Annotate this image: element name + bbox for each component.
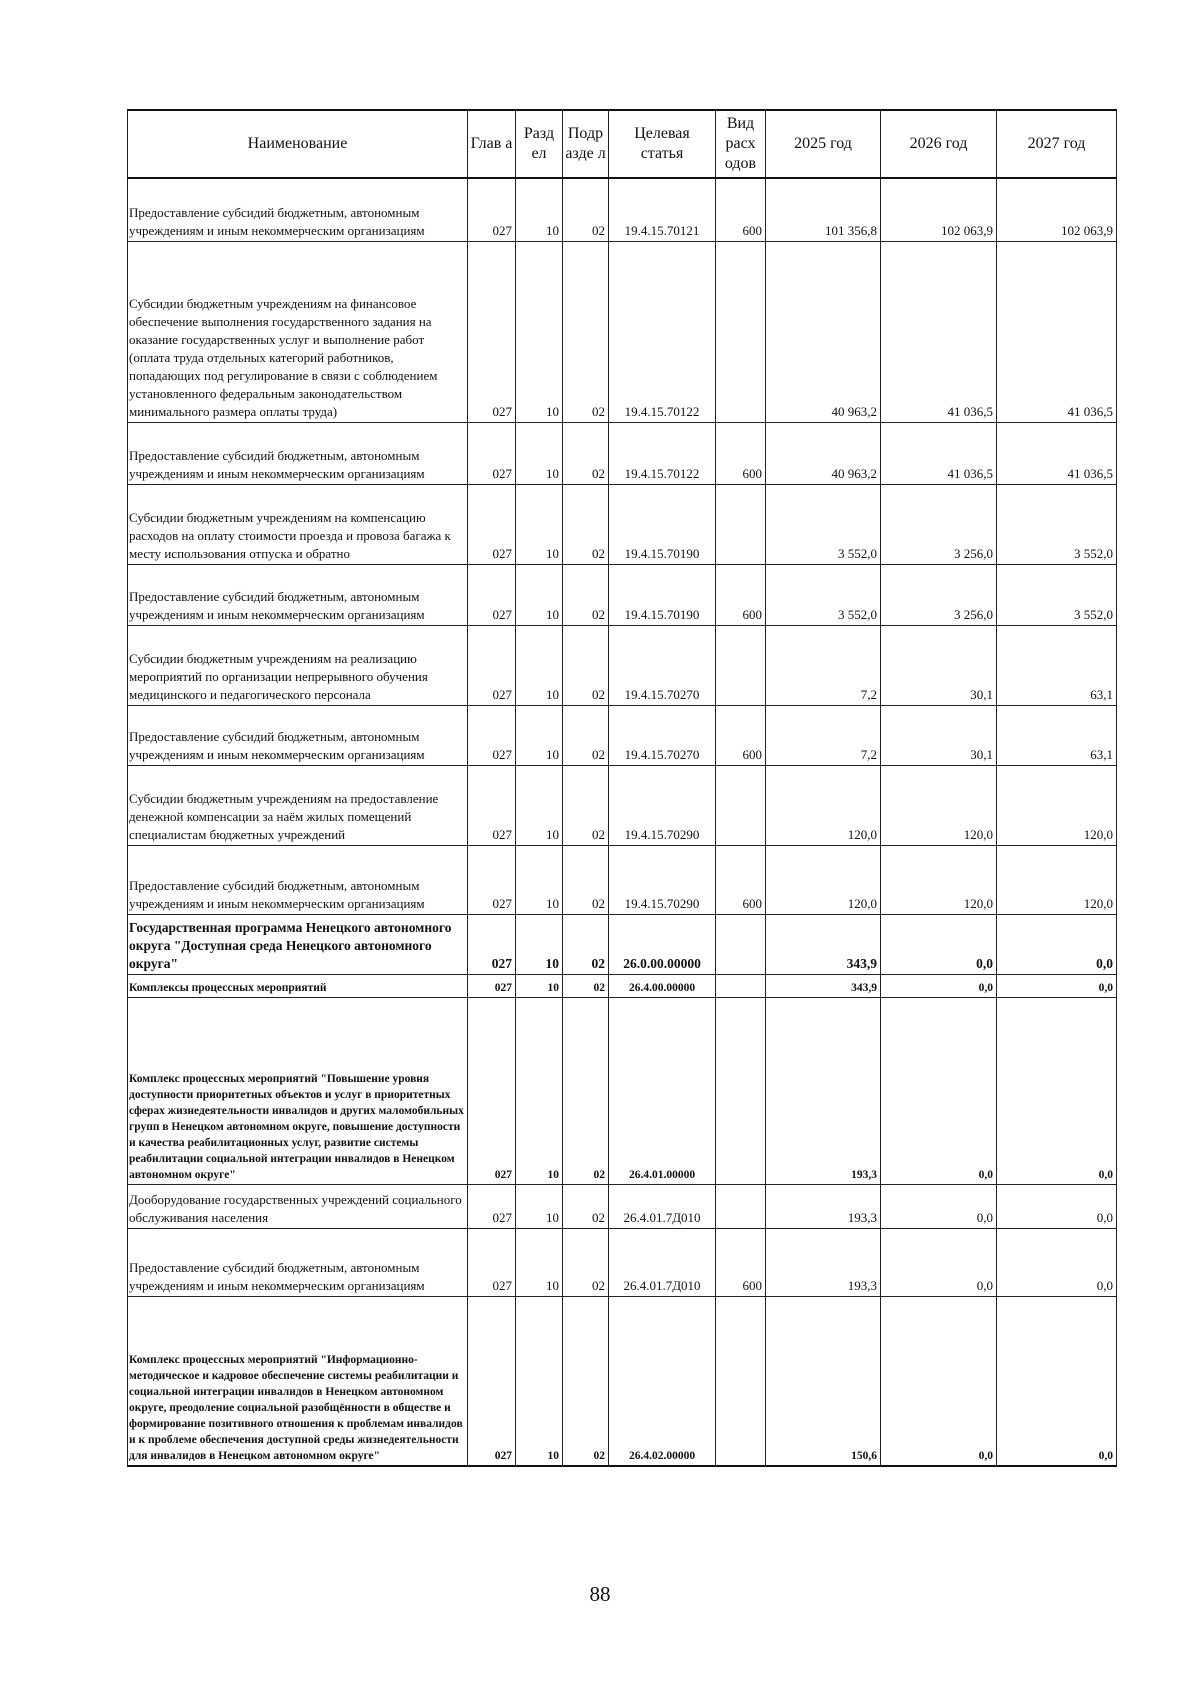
table-row	[128, 625, 1117, 705]
table-cell-chapter: 027	[468, 241, 516, 422]
table-cell-expense-type	[716, 625, 766, 705]
table-cell-expense-type: 600	[716, 1228, 766, 1296]
table-cell-subsection: 02	[563, 484, 609, 564]
table-cell-expense-type	[716, 765, 766, 845]
table-cell-subsection: 02	[563, 997, 609, 1184]
table-row	[128, 914, 1117, 974]
table-cell-chapter: 027	[468, 997, 516, 1184]
table-cell-subsection: 02	[563, 914, 609, 974]
table-cell-expense-type	[716, 974, 766, 997]
table-cell-section: 10	[516, 705, 563, 765]
table-row	[128, 1296, 1117, 1466]
table-cell-2025: 120,0	[766, 845, 881, 914]
table-cell-2025: 150,6	[766, 1296, 881, 1466]
table-cell-2025: 7,2	[766, 625, 881, 705]
table-cell-expense-type: 600	[716, 705, 766, 765]
table-cell-section: 10	[516, 564, 563, 625]
table-cell-2026: 0,0	[881, 1184, 997, 1228]
table-cell-chapter: 027	[468, 422, 516, 484]
table-cell-2026: 0,0	[881, 997, 997, 1184]
table-cell-subsection: 02	[563, 241, 609, 422]
table-cell-2025: 7,2	[766, 705, 881, 765]
table-cell-section: 10	[516, 765, 563, 845]
table-cell-2026: 102 063,9	[881, 178, 997, 241]
table-cell-expense-type	[716, 484, 766, 564]
table-cell-subsection: 02	[563, 765, 609, 845]
table-cell-name: Предоставление субсидий бюджетным, автономным учреждениям и иным некоммерческим организациям	[128, 422, 468, 484]
table-row	[128, 484, 1117, 564]
table-cell-2027: 0,0	[997, 914, 1117, 974]
table-cell-2025: 40 963,2	[766, 422, 881, 484]
table-cell-name: Дооборудование государственных учреждений социального обслуживания населения	[128, 1184, 468, 1228]
table-cell-subsection: 02	[563, 1228, 609, 1296]
table-cell-subsection: 02	[563, 1296, 609, 1466]
table-cell-article: 19.4.15.70121	[609, 178, 716, 241]
table-cell-2027: 63,1	[997, 705, 1117, 765]
table-cell-2025: 343,9	[766, 974, 881, 997]
table-cell-chapter: 027	[468, 564, 516, 625]
table-cell-chapter: 027	[468, 484, 516, 564]
table-cell-name: Предоставление субсидий бюджетным, автономным учреждениям и иным некоммерческим организациям	[128, 705, 468, 765]
table-row	[128, 765, 1117, 845]
header-2027: 2027 год	[997, 110, 1117, 178]
table-cell-section: 10	[516, 1296, 563, 1466]
table-cell-2027: 41 036,5	[997, 241, 1117, 422]
table-cell-subsection: 02	[563, 845, 609, 914]
table-cell-article: 26.4.00.00000	[609, 974, 716, 997]
table-cell-chapter: 027	[468, 1184, 516, 1228]
table-cell-subsection: 02	[563, 178, 609, 241]
table-row	[128, 974, 1117, 997]
table-cell-article: 19.4.15.70122	[609, 241, 716, 422]
table-cell-2025: 40 963,2	[766, 241, 881, 422]
table-cell-2025: 343,9	[766, 914, 881, 974]
table-cell-name: Комплекс процессных мероприятий "Информационно-методическое и кадровое обеспечение системы реабилитации и социальной интеграции инвалидов в Ненецком автономном округе, преодоление социальной разобщённости в обществе и формирование позитивного отношения к проблемам инвалидов и к проблеме обеспечения доступной среды жизнедеятельности для инвалидов в Ненецком автономном округе"	[128, 1296, 468, 1466]
table-cell-2027: 3 552,0	[997, 564, 1117, 625]
header-section: Разд ел	[516, 110, 563, 178]
table-cell-article: 19.4.15.70190	[609, 484, 716, 564]
table-cell-article: 26.4.02.00000	[609, 1296, 716, 1466]
table-cell-2025: 193,3	[766, 1184, 881, 1228]
table-cell-expense-type: 600	[716, 422, 766, 484]
table-cell-subsection: 02	[563, 625, 609, 705]
table-cell-name: Комплексы процессных мероприятий	[128, 974, 468, 997]
header-subsection: Подр азде л	[563, 110, 609, 178]
table-cell-section: 10	[516, 997, 563, 1184]
table-cell-2027: 0,0	[997, 1184, 1117, 1228]
table-row	[128, 564, 1117, 625]
table-cell-article: 19.4.15.70270	[609, 625, 716, 705]
table-cell-2026: 30,1	[881, 625, 997, 705]
table-row	[128, 997, 1117, 1184]
header-2025: 2025 год	[766, 110, 881, 178]
table-cell-name: Комплекс процессных мероприятий "Повышение уровня доступности приоритетных объектов и услуг в приоритетных сферах жизнедеятельности инвалидов и других маломобильных групп в Ненецком автономном округе, повышение доступности и качества реабилитационных услуг, развитие системы реабилитации социальной интеграции инвалидов в Ненецком автономном округе"	[128, 997, 468, 1184]
table-cell-section: 10	[516, 1228, 563, 1296]
table-cell-article: 19.4.15.70290	[609, 845, 716, 914]
table-cell-name: Предоставление субсидий бюджетным, автономным учреждениям и иным некоммерческим организациям	[128, 845, 468, 914]
table-cell-2025: 120,0	[766, 765, 881, 845]
table-cell-name: Субсидии бюджетным учреждениям на предоставление денежной компенсации за наём жилых помещений специалистам бюджетных учреждений	[128, 765, 468, 845]
table-header-row	[128, 110, 1117, 178]
table-cell-chapter: 027	[468, 974, 516, 997]
budget-table	[127, 109, 1117, 1467]
table-cell-2027: 0,0	[997, 1296, 1117, 1466]
table-cell-2025: 101 356,8	[766, 178, 881, 241]
header-name: Наименование	[128, 110, 468, 178]
table-cell-expense-type: 600	[716, 178, 766, 241]
table-cell-chapter: 027	[468, 1296, 516, 1466]
table-cell-section: 10	[516, 1184, 563, 1228]
table-cell-expense-type	[716, 1184, 766, 1228]
table-cell-2025: 193,3	[766, 1228, 881, 1296]
table-cell-2025: 3 552,0	[766, 564, 881, 625]
table-cell-2026: 0,0	[881, 974, 997, 997]
table-cell-chapter: 027	[468, 1228, 516, 1296]
table-cell-subsection: 02	[563, 705, 609, 765]
table-row	[128, 705, 1117, 765]
table-cell-expense-type	[716, 241, 766, 422]
table-cell-2026: 30,1	[881, 705, 997, 765]
table-cell-article: 19.4.15.70270	[609, 705, 716, 765]
table-cell-section: 10	[516, 845, 563, 914]
table-cell-article: 19.4.15.70290	[609, 765, 716, 845]
table-cell-2027: 120,0	[997, 765, 1117, 845]
table-cell-expense-type	[716, 997, 766, 1184]
table-row	[128, 1228, 1117, 1296]
table-cell-2026: 120,0	[881, 845, 997, 914]
table-cell-2026: 0,0	[881, 914, 997, 974]
table-cell-name: Предоставление субсидий бюджетным, автономным учреждениям и иным некоммерческим организациям	[128, 564, 468, 625]
table-cell-name: Предоставление субсидий бюджетным, автономным учреждениям и иным некоммерческим организациям	[128, 178, 468, 241]
table-cell-2026: 3 256,0	[881, 484, 997, 564]
table-cell-subsection: 02	[563, 1184, 609, 1228]
table-cell-2027: 3 552,0	[997, 484, 1117, 564]
table-cell-article: 26.4.01.7Д010	[609, 1184, 716, 1228]
table-cell-section: 10	[516, 625, 563, 705]
header-chapter: Глав а	[468, 110, 516, 178]
table-cell-section: 10	[516, 422, 563, 484]
table-cell-2027: 0,0	[997, 997, 1117, 1184]
table-cell-chapter: 027	[468, 178, 516, 241]
table-cell-subsection: 02	[563, 422, 609, 484]
table-cell-article: 19.4.15.70190	[609, 564, 716, 625]
table-cell-2025: 3 552,0	[766, 484, 881, 564]
table-cell-2027: 41 036,5	[997, 422, 1117, 484]
table-cell-chapter: 027	[468, 845, 516, 914]
table-row	[128, 845, 1117, 914]
table-cell-2027: 0,0	[997, 974, 1117, 997]
table-cell-expense-type	[716, 1296, 766, 1466]
table-cell-2026: 3 256,0	[881, 564, 997, 625]
table-cell-subsection: 02	[563, 974, 609, 997]
table-cell-section: 10	[516, 484, 563, 564]
table-cell-2026: 120,0	[881, 765, 997, 845]
table-cell-article: 26.0.00.00000	[609, 914, 716, 974]
table-cell-article: 26.4.01.7Д010	[609, 1228, 716, 1296]
table-cell-name: Государственная программа Ненецкого автономного округа "Доступная среда Ненецкого автономного округа"	[128, 914, 468, 974]
table-cell-name: Субсидии бюджетным учреждениям на компенсацию расходов на оплату стоимости проезда и провоза багажа к месту использования отпуска и обратно	[128, 484, 468, 564]
table-cell-2027: 0,0	[997, 1228, 1117, 1296]
table-cell-subsection: 02	[563, 564, 609, 625]
table-cell-article: 19.4.15.70122	[609, 422, 716, 484]
table-cell-2026: 41 036,5	[881, 422, 997, 484]
table-cell-expense-type: 600	[716, 564, 766, 625]
table-cell-name: Предоставление субсидий бюджетным, автономным учреждениям и иным некоммерческим организациям	[128, 1228, 468, 1296]
table-cell-section: 10	[516, 974, 563, 997]
header-article: Целевая статья	[609, 110, 716, 178]
table-cell-2027: 120,0	[997, 845, 1117, 914]
table-cell-section: 10	[516, 914, 563, 974]
table-cell-2025: 193,3	[766, 997, 881, 1184]
table-cell-chapter: 027	[468, 765, 516, 845]
table-cell-2026: 0,0	[881, 1228, 997, 1296]
page-number: 88	[589, 1582, 611, 1606]
table-cell-expense-type: 600	[716, 845, 766, 914]
table-row	[128, 241, 1117, 422]
table-row	[128, 178, 1117, 241]
table-cell-chapter: 027	[468, 914, 516, 974]
table-row	[128, 422, 1117, 484]
table-cell-section: 10	[516, 241, 563, 422]
table-cell-2026: 0,0	[881, 1296, 997, 1466]
table-row	[128, 1184, 1117, 1228]
header-2026: 2026 год	[881, 110, 997, 178]
table-cell-2026: 41 036,5	[881, 241, 997, 422]
table-cell-chapter: 027	[468, 705, 516, 765]
table-cell-expense-type	[716, 914, 766, 974]
table-cell-2027: 63,1	[997, 625, 1117, 705]
table-cell-2027: 102 063,9	[997, 178, 1117, 241]
table-cell-article: 26.4.01.00000	[609, 997, 716, 1184]
table-cell-chapter: 027	[468, 625, 516, 705]
header-expense-type: Вид расх одов	[716, 110, 766, 178]
table-cell-section: 10	[516, 178, 563, 241]
table-cell-name: Субсидии бюджетным учреждениям на реализацию мероприятий по организации непрерывного обучения медицинского и педагогического персонала	[128, 625, 468, 705]
table-cell-name: Субсидии бюджетным учреждениям на финансовое обеспечение выполнения государственного задания на оказание государственных услуг и выполнение работ (оплата труда отдельных категорий работников, попадающих под регулирование в связи с соблюдением установленного федеральным законодательством минимального размера оплаты труда)	[128, 241, 468, 422]
